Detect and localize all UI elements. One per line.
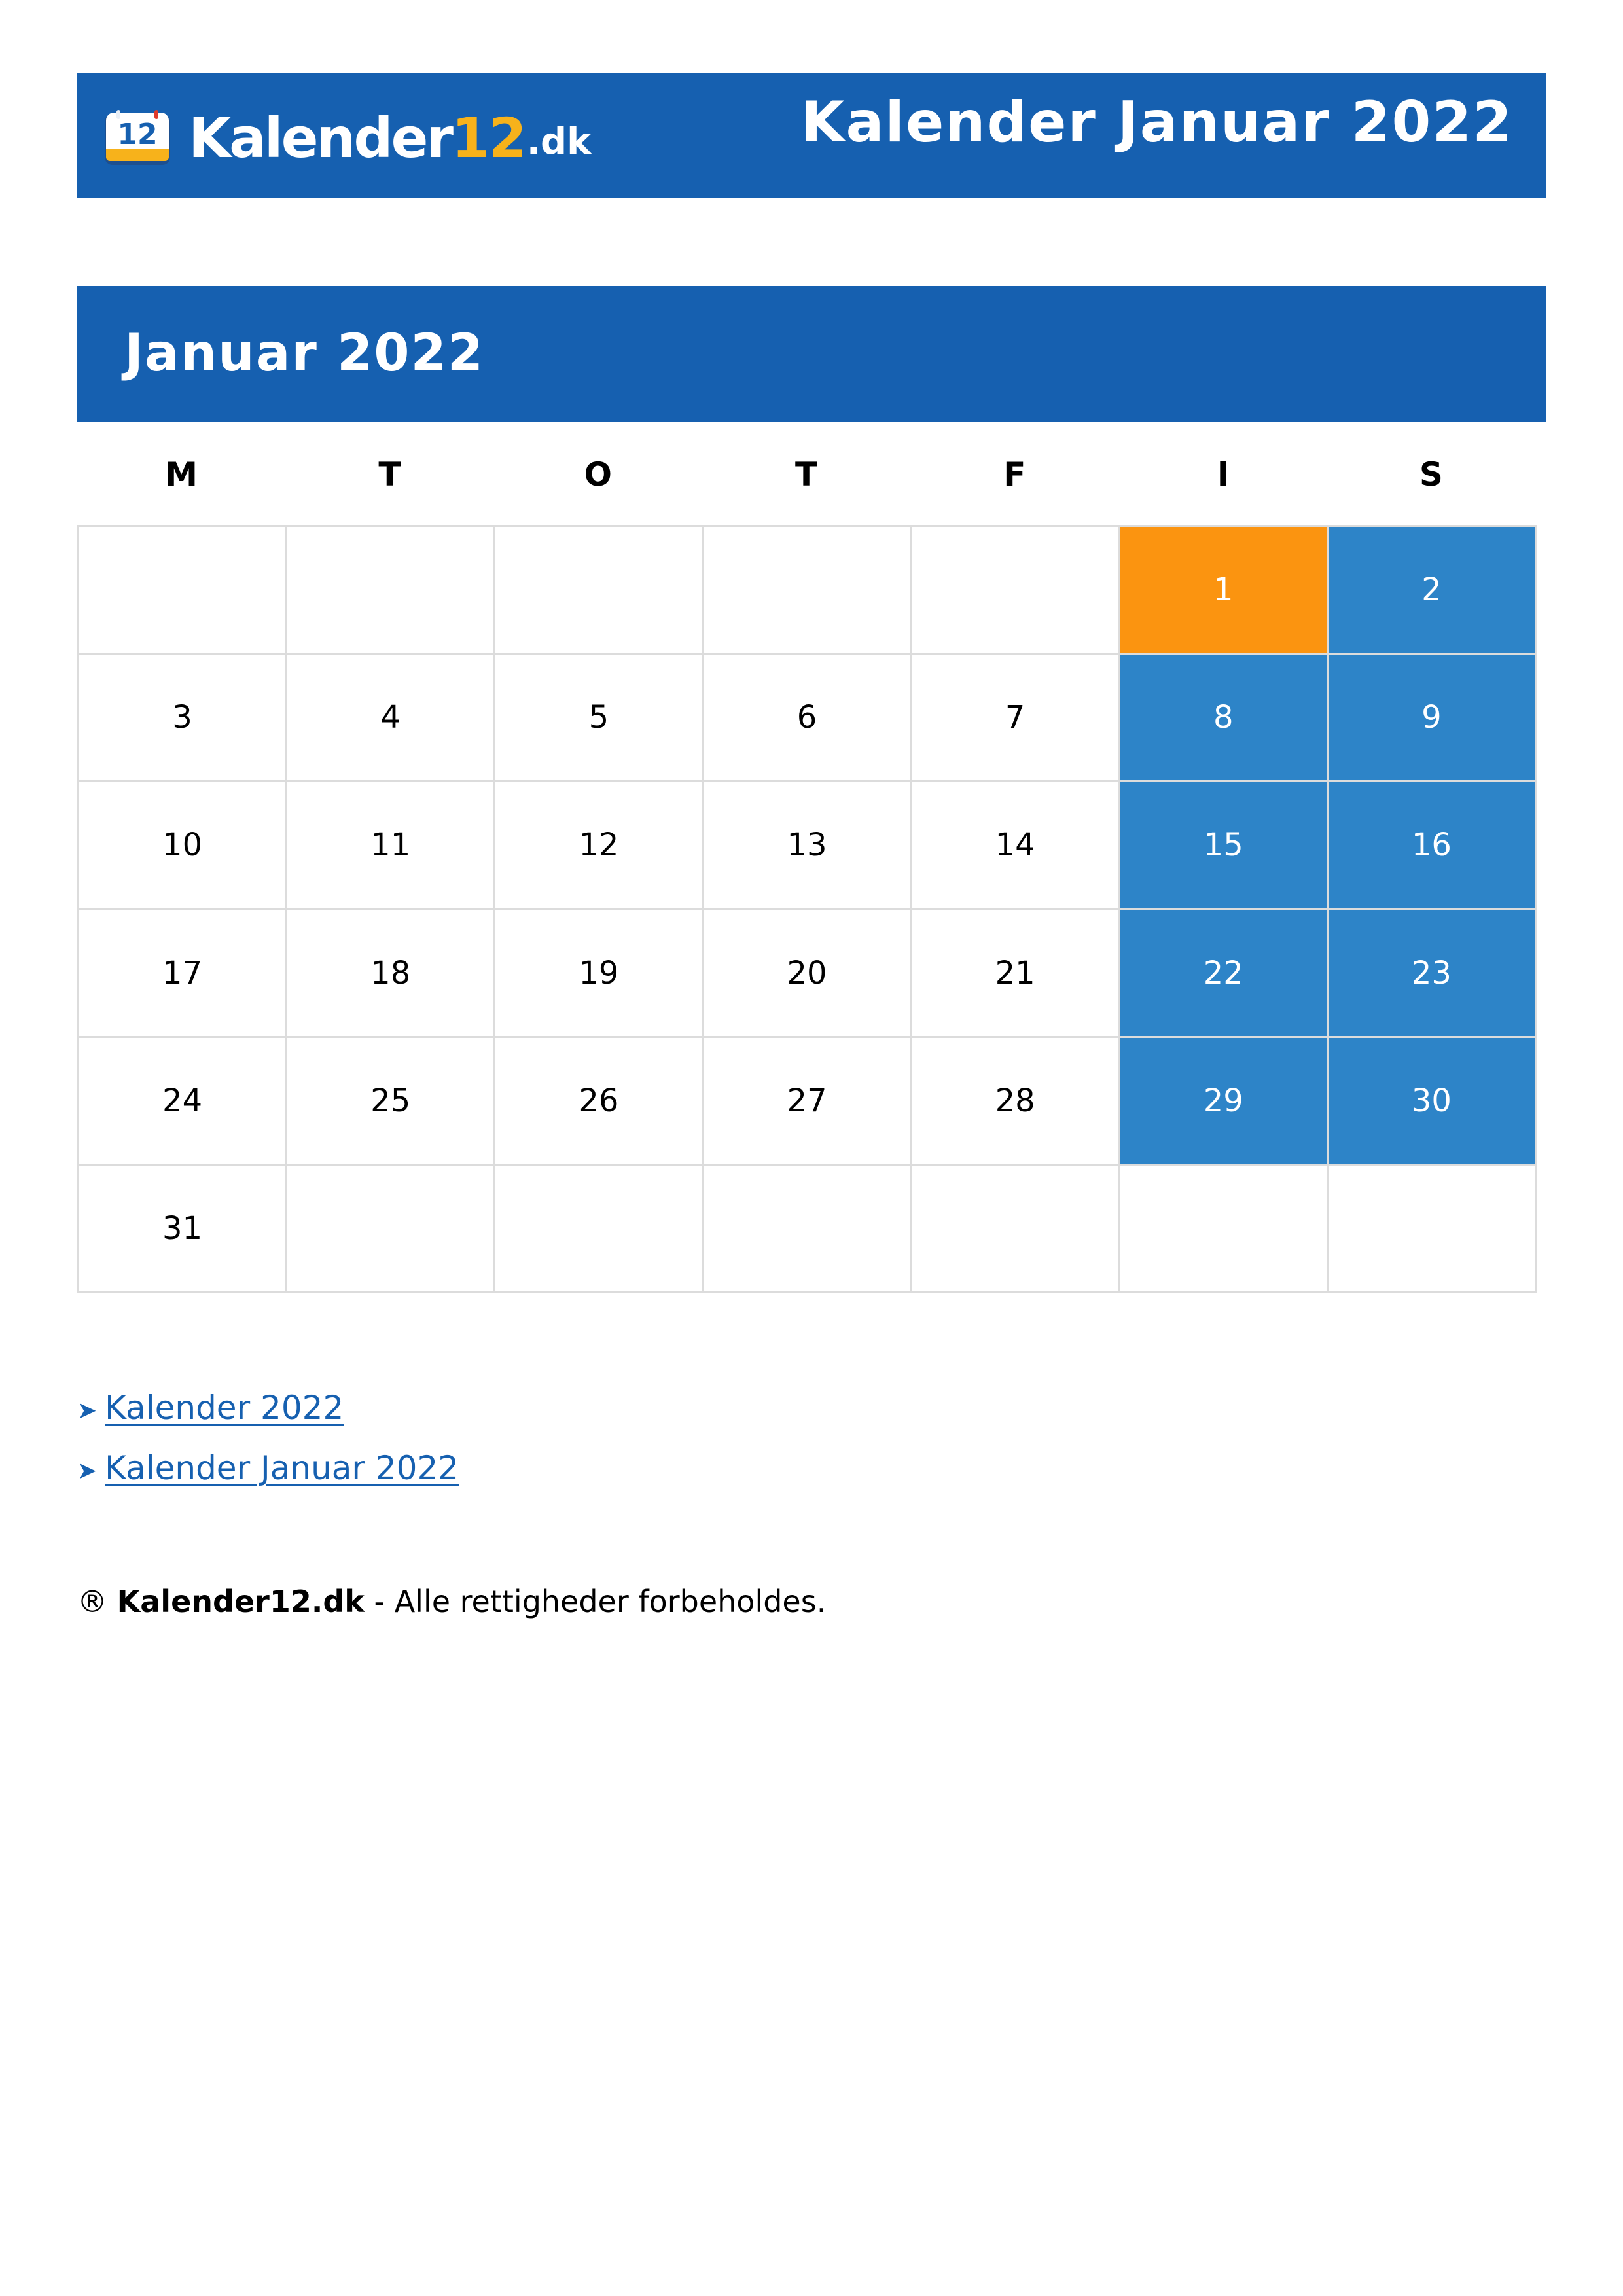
day-cell: 12 xyxy=(495,782,704,910)
day-cell: 26 xyxy=(495,1038,704,1166)
day-cell: 25 xyxy=(287,1038,495,1166)
day-cell: 28 xyxy=(912,1038,1120,1166)
site-header xyxy=(77,73,1546,198)
link-item[interactable] xyxy=(77,1438,459,1498)
month-header xyxy=(77,286,1546,422)
day-cell: 5 xyxy=(495,655,704,782)
link-calendar-year[interactable]: Kalender 2022 xyxy=(105,1389,344,1427)
footer-rights-text: - Alle rettigheder forbeholdes. xyxy=(364,1584,827,1619)
weekday-label: F xyxy=(1003,456,1026,493)
empty-day-cell xyxy=(912,1166,1120,1293)
holiday-day-cell: 1 xyxy=(1120,527,1329,655)
site-logo[interactable] xyxy=(103,107,591,170)
arrow-right-icon: ➤ xyxy=(77,1457,98,1484)
day-cell: 27 xyxy=(704,1038,912,1166)
weekday-label: O xyxy=(584,456,612,493)
day-cell: 6 xyxy=(704,655,912,782)
weekday-label: T xyxy=(794,456,818,493)
weekend-day-cell: 22 xyxy=(1120,910,1329,1038)
day-cell: 19 xyxy=(495,910,704,1038)
page-title: Kalender Januar 2022 xyxy=(800,90,1513,155)
footer-brand: Kalender12.dk xyxy=(116,1584,365,1619)
logo-number: 12 xyxy=(451,106,526,170)
weekend-day-cell: 8 xyxy=(1120,655,1329,782)
related-links xyxy=(77,1378,459,1498)
link-calendar-month[interactable]: Kalender Januar 2022 xyxy=(105,1449,459,1487)
day-cell: 3 xyxy=(79,655,287,782)
empty-day-cell xyxy=(79,527,287,655)
empty-day-cell xyxy=(495,527,704,655)
weekend-day-cell: 2 xyxy=(1329,527,1537,655)
day-cell: 10 xyxy=(79,782,287,910)
day-cell: 21 xyxy=(912,910,1120,1038)
weekend-day-cell: 16 xyxy=(1329,782,1537,910)
weekend-day-cell: 23 xyxy=(1329,910,1537,1038)
weekday-label: M xyxy=(165,456,198,493)
weekday-label: T xyxy=(378,456,401,493)
day-cell: 17 xyxy=(79,910,287,1038)
empty-day-cell xyxy=(1329,1166,1537,1293)
day-cell: 4 xyxy=(287,655,495,782)
day-cell: 11 xyxy=(287,782,495,910)
logo-word: Kalender xyxy=(188,106,452,170)
calendar-icon xyxy=(103,110,171,166)
month-title: Januar 2022 xyxy=(124,324,485,383)
day-cell: 13 xyxy=(704,782,912,910)
calendar-grid xyxy=(77,525,1537,1293)
logo-tld: .dk xyxy=(526,120,592,163)
day-cell: 31 xyxy=(79,1166,287,1293)
weekday-label: S xyxy=(1419,456,1443,493)
weekend-day-cell: 29 xyxy=(1120,1038,1329,1166)
weekend-day-cell: 15 xyxy=(1120,782,1329,910)
empty-day-cell xyxy=(704,527,912,655)
empty-day-cell xyxy=(495,1166,704,1293)
day-cell: 18 xyxy=(287,910,495,1038)
empty-day-cell xyxy=(287,1166,495,1293)
empty-day-cell xyxy=(912,527,1120,655)
empty-day-cell xyxy=(1120,1166,1329,1293)
calendar-badge-number: 12 xyxy=(117,118,158,151)
link-item[interactable] xyxy=(77,1378,459,1438)
weekend-day-cell: 30 xyxy=(1329,1038,1537,1166)
weekday-header-row xyxy=(77,432,1535,517)
day-cell: 24 xyxy=(79,1038,287,1166)
day-cell: 14 xyxy=(912,782,1120,910)
weekend-day-cell: 9 xyxy=(1329,655,1537,782)
registered-symbol: ® xyxy=(77,1584,107,1619)
arrow-right-icon: ➤ xyxy=(77,1397,98,1424)
empty-day-cell xyxy=(287,527,495,655)
footer xyxy=(77,1584,826,1619)
day-cell: 20 xyxy=(704,910,912,1038)
day-cell: 7 xyxy=(912,655,1120,782)
weekday-label: l xyxy=(1217,456,1229,493)
empty-day-cell xyxy=(704,1166,912,1293)
